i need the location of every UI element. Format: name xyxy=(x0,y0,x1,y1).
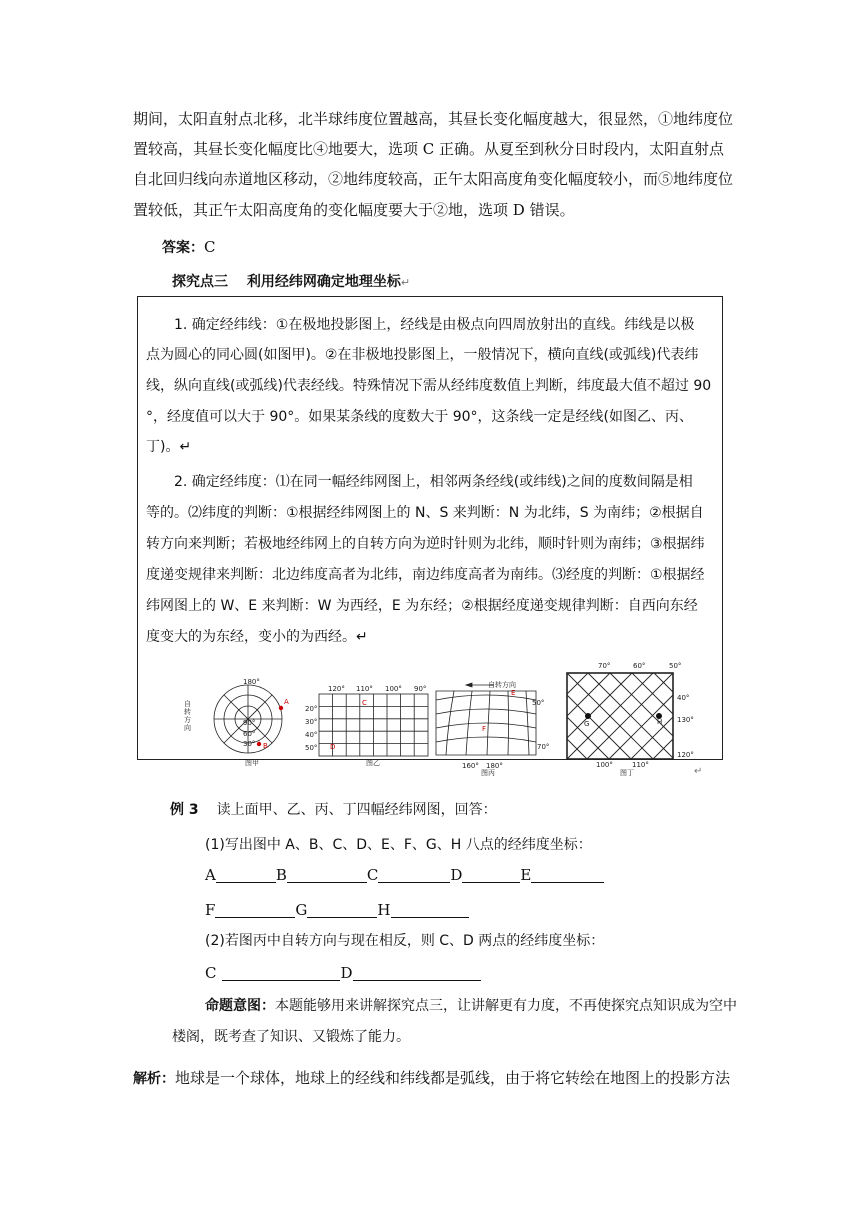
lon-label: 110° xyxy=(356,685,373,693)
text-line: 期间，太阳直射点北移，北半球纬度位置越高，其昼长变化幅度越大，很显然，①地纬度位 xyxy=(133,110,734,128)
lat-label: 40° xyxy=(305,731,318,739)
text-line: 置较高，其昼长变化幅度比④地要大，选项 C 正确。从夏至到秋分日时段内，太阳直射点 xyxy=(133,140,725,158)
blank-label: H xyxy=(377,901,391,919)
label-60: 60° xyxy=(243,730,256,738)
box-line: 等的。⑵纬度的判断：①根据经纬网图上的 N、S 来判断：N 为北纬，S 为南纬；②根据自 xyxy=(146,505,704,521)
rotation-direction-label: 自转方向 xyxy=(184,700,191,732)
answer-label: 答案： xyxy=(162,240,204,256)
intent-line-2: 楼阁，既考查了知识、又锻炼了能力。 xyxy=(172,1029,410,1045)
lon160-label: 160° xyxy=(462,762,479,770)
blank-label: A xyxy=(205,866,216,884)
lat-label: 50° xyxy=(305,744,318,752)
lon-label: 120° xyxy=(328,685,345,693)
lon-top-label: 70° xyxy=(598,662,611,670)
curved-grid-diagram xyxy=(432,678,550,760)
right-label: 40° xyxy=(677,694,690,702)
label-180: 180° xyxy=(243,678,260,686)
bottom-label: 100° xyxy=(596,761,613,769)
point-a-label: A xyxy=(284,698,289,706)
blank-label: C xyxy=(366,866,379,884)
box-line: 纬网图上的 W、E 来判断：W 为西经，E 为东经；②根据经度递变规律判断：自西向东经 xyxy=(146,598,698,614)
label-90: 90° xyxy=(243,719,256,727)
answer-blank[interactable] xyxy=(307,904,377,918)
intent-line-1 xyxy=(205,999,737,1014)
point-b-label: B xyxy=(263,742,268,750)
answer-value: C xyxy=(204,238,216,256)
box-line: 度变大的为东经，变小的为西经。↵ xyxy=(146,629,368,645)
answer-blank[interactable] xyxy=(462,869,520,883)
box-line: 2. 确定经纬度：⑴在同一幅经纬网图上，相邻两条经线(或纬线)之间的度数间隔是相 xyxy=(174,474,693,490)
lon-top-label: 50° xyxy=(669,662,682,670)
analysis-text: 地球是一个球体，地球上的经线和纬线都是弧线，由于将它转绘在地图上的投影方法 xyxy=(175,1069,731,1087)
answer-blank[interactable] xyxy=(391,904,469,918)
answer-blank[interactable] xyxy=(215,904,295,918)
lat50-label: 50° xyxy=(532,699,545,707)
lon180-label: 180° xyxy=(486,762,503,770)
text-line: 自北回归线向赤道地区移动，②地纬度较高，正午太阳高度角变化幅度较小，而⑤地纬度位 xyxy=(133,170,734,188)
caption-jia: 图甲 xyxy=(245,759,259,767)
point-e-label: E xyxy=(511,689,516,697)
lat-label: 30° xyxy=(305,718,318,726)
blank-label: G xyxy=(295,901,308,919)
blank-label: C xyxy=(205,964,217,982)
answer-row-1 xyxy=(205,868,604,883)
caption-ding: 图丁 xyxy=(620,769,634,777)
answer-blank[interactable] xyxy=(216,869,276,883)
answer-blank[interactable] xyxy=(378,869,450,883)
answer xyxy=(162,240,215,256)
answer-blank[interactable] xyxy=(353,967,481,981)
blank-label: B xyxy=(275,866,287,884)
box-line: 线，纵向直线(或弧线)代表经线。特殊情况下需从经纬度数值上判断，纬度最大值不超过 90 xyxy=(146,378,712,394)
box-line: 1. 确定经纬线：①在极地投影图上，经线是由极点向四周放射出的直线。纬线是以极 xyxy=(174,317,695,333)
example-intro: 读上面甲、乙、丙、丁四幅经纬网图，回答： xyxy=(216,802,497,818)
section-title xyxy=(172,275,410,290)
question-2: (2)若图丙中自转方向与现在相反，则 C、D 两点的经纬度坐标： xyxy=(205,933,605,949)
lat70-label: 70° xyxy=(537,743,550,751)
analysis xyxy=(133,1071,730,1087)
point-c-label: C xyxy=(362,699,367,707)
analysis-label: 解析： xyxy=(133,1071,175,1087)
blank-label: D xyxy=(450,866,463,884)
answer-blank[interactable] xyxy=(531,869,604,883)
return-mark: ↵ xyxy=(400,276,411,289)
bottom-label: 110° xyxy=(632,761,649,769)
example-label: 例 3 xyxy=(170,802,199,818)
caption-bing: 图丙 xyxy=(481,769,495,777)
blank-label: D xyxy=(340,964,353,982)
box-line: °，经度值可以大于 90°。如果某条线的度数大于 90°，这条线一定是经线(如图乙、丙、 xyxy=(146,409,693,425)
diagonal-grid-diagram xyxy=(565,669,677,765)
lat-label: 20° xyxy=(305,705,318,713)
point-g-label: G xyxy=(584,720,590,728)
text-line: 置较低，其正午太阳高度角的变化幅度要大于②地，选项 D 错误。 xyxy=(133,201,575,219)
box-line: 转方向来判断；若极地经纬网上的自转方向为逆时针则为北纬，顺时针则为南纬；③根据纬 xyxy=(146,536,705,552)
right-label: 120° xyxy=(677,751,694,759)
answer-blank[interactable] xyxy=(222,967,340,981)
answer-blank[interactable] xyxy=(287,869,367,883)
blank-label: F xyxy=(205,901,216,919)
question-1: (1)写出图中 A、B、C、D、E、F、G、H 八点的经纬度坐标： xyxy=(205,837,592,853)
example-heading xyxy=(170,803,497,818)
intent-label: 命题意图： xyxy=(205,998,275,1014)
answer-row-2 xyxy=(205,903,469,918)
point-h-label: H xyxy=(657,718,663,726)
lon-label: 100° xyxy=(385,685,402,693)
intent-text: 本题能够用来讲解探究点三，让讲解更有力度，不再使探究点知识成为空中 xyxy=(275,998,737,1014)
box-line: 点为圆心的同心圆(如图甲)。②在非极地投影图上，一般情况下，横向直线(或弧线)代表纬 xyxy=(146,347,699,363)
answer-row-3 xyxy=(205,966,481,981)
section-title-text: 探究点三 利用经纬网确定地理坐标 xyxy=(172,274,401,290)
rotation-direction-label: 自转方向 xyxy=(488,681,516,689)
point-f-label: F xyxy=(482,725,487,733)
box-line: 丁)。↵ xyxy=(146,439,192,455)
return-mark: ↵ xyxy=(694,766,703,777)
lon-top-label: 60° xyxy=(633,662,646,670)
right-label: 130° xyxy=(677,716,694,724)
lon-label: 90° xyxy=(414,685,427,693)
label-30: 30° xyxy=(243,740,256,748)
caption-yi: 图乙 xyxy=(366,759,380,767)
blank-label: E xyxy=(520,866,532,884)
box-line: 度递变规律来判断：北边纬度高者为北纬，南边纬度高者为南纬。⑶经度的判断：①根据经 xyxy=(146,567,705,583)
point-d-label: D xyxy=(330,743,336,751)
